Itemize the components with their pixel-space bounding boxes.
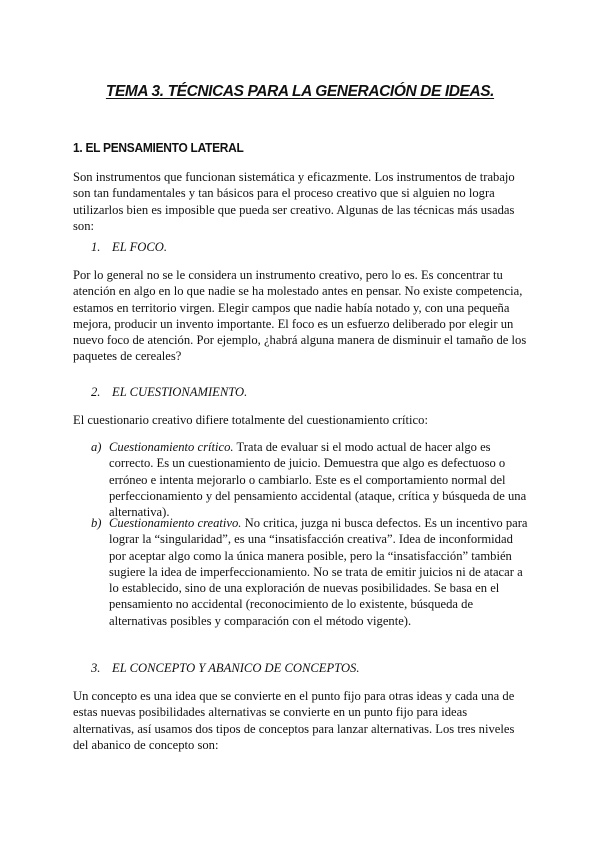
subitem-critico	[91, 439, 528, 520]
intro-paragraph: Son instrumentos que funcionan sistemática y eficazmente. Los instrumentos de trabajo son tan fundamentales y tan básicos para el proceso creativo que si alguien no logra utilizarlos bien es imposible que pueda ser creativo. Algunas de las técnicas más usadas son:	[73, 170, 515, 233]
item-number: 2.	[91, 385, 101, 399]
item-title: EL FOCO.	[112, 240, 168, 254]
subitem-text: No critica, juzga ni busca defectos. Es un incentivo para lograr la “singularidad”, es una “insatisfacción creativa”. Idea de inconformidad por aceptar algo como la única manera posible, pero la “insatisfacción” también sugiere la idea de imperfeccionamiento. No se trata de emitir juicios ni de atacar a lo establecido, sino de una exploración de nuevas posibilidades. Se basa en el pensamiento no accidental (reconocimiento de lo existente, búsqueda de alternativas posibles y comparación con el método vigente).	[109, 516, 528, 628]
subitem-creativo	[91, 515, 528, 629]
subitem-text: Trata de evaluar si el modo actual de hacer algo es correcto. Es un cuestionamiento de juicio. Demuestra que algo es defectuoso o erróneo e intenta mejorarlo o cambiarlo. Este es el comportamiento normal del perfeccionamiento y del pensamiento accidental (ataque, crítica y búsqueda de una alternativa).	[109, 440, 527, 520]
cuestionamiento-paragraph: El cuestionario creativo difiere totalmente del cuestionamiento crítico:	[73, 413, 428, 427]
subitem-label: a)	[91, 440, 102, 454]
foco-paragraph: Por lo general no se le considera un instrumento creativo, pero lo es. Es concentrar tu atención en algo en lo que nadie se ha molestado antes en pensar. No existe competencia, estamos en territorio virgen. Elegir campos que nadie había notado y, con una pequeña mejora, producir un invento importante. El foco es un esfuerzo deliberado por elegir un nuevo foco de atención. Por ejemplo, ¿habrá alguna manera de disminuir el tamaño de los paquetes de cereales?	[73, 268, 527, 364]
section-heading: 1. EL PENSAMIENTO LATERAL	[73, 140, 244, 155]
item-title: EL CUESTIONAMIENTO.	[112, 385, 248, 399]
subitem-label: b)	[91, 516, 102, 530]
document-title: TEMA 3. TÉCNICAS PARA LA GENERACIÓN DE IDEAS.	[105, 83, 495, 100]
concepto-paragraph: Un concepto es una idea que se convierte en el punto fijo para otras ideas y cada una de estas nuevas posibilidades alternativas se convierte en un punto fijo para ideas alternativas, así usamos dos tipos de conceptos para lanzar alternativas. Los tres niveles del abanico de concepto son:	[73, 689, 515, 752]
item-heading-concepto	[91, 660, 360, 676]
item-number: 3.	[91, 661, 101, 675]
subitem-term: Cuestionamiento creativo.	[109, 516, 242, 530]
item-number: 1.	[91, 240, 101, 254]
item-title: EL CONCEPTO Y ABANICO DE CONCEPTOS.	[112, 661, 360, 675]
subitem-term: Cuestionamiento crítico.	[109, 440, 234, 454]
item-heading-foco	[91, 239, 167, 255]
item-heading-cuestionamiento	[91, 384, 247, 400]
